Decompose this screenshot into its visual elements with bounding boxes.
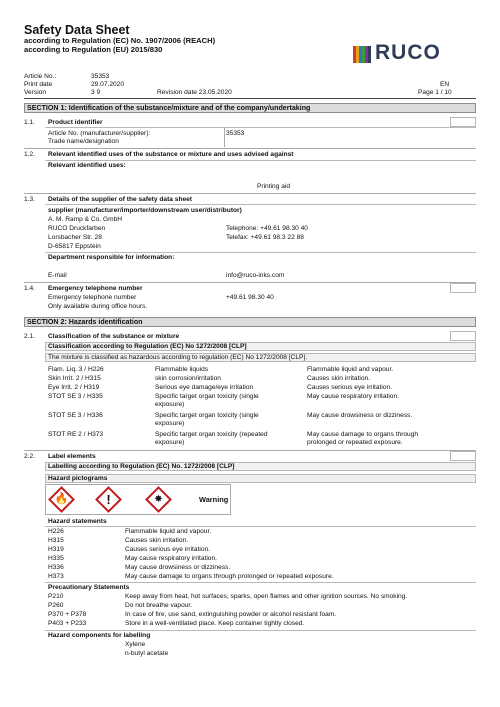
supplier-telephone: Telephone: +49.61 98.30 40 bbox=[226, 225, 308, 232]
company-department: RUCO Druckfarben bbox=[48, 225, 106, 232]
product-identifier-heading: Product identifier bbox=[48, 119, 103, 126]
company-name: A. M. Ramp & Co. GmbH bbox=[48, 216, 123, 223]
company-city: D-65817 Eppstein bbox=[48, 243, 101, 250]
precautionary-statements-heading: Precautionary Statements bbox=[48, 584, 130, 591]
divider bbox=[24, 193, 476, 194]
department-responsible-heading: Department responsible for information: bbox=[48, 254, 175, 261]
flame-icon: 🔥 bbox=[54, 493, 69, 505]
flame-pictogram bbox=[48, 486, 75, 513]
regulation-subtitle-eu: according to Regulation (EU) 2015/830 bbox=[24, 45, 163, 54]
exclamation-icon: ! bbox=[106, 492, 111, 507]
office-hours-note: Only available during office hours. bbox=[48, 303, 148, 310]
classification-class: Specific target organ toxicity (repeated bbox=[155, 431, 268, 438]
section-1-heading: SECTION 1: Identification of the substance/mixture and of the company/undertaking bbox=[24, 103, 476, 113]
health-hazard-pictogram bbox=[145, 486, 172, 513]
divider bbox=[24, 282, 476, 283]
article-label: Article No.: bbox=[24, 73, 57, 80]
classification-statement: May cause respiratory irritation. bbox=[307, 393, 399, 400]
classification-statement-continued: prolonged or repeated exposure. bbox=[307, 439, 403, 446]
classification-code: STOT RE 2 / H373 bbox=[48, 431, 104, 438]
classification-class-continued: exposure) bbox=[155, 439, 185, 446]
clp-classification-note: The mixture is classified as hazardous according to regulation (EC) No 1272/2008 [CLP]. bbox=[45, 353, 476, 362]
supplier-subheading: supplier (manufacturer/importer/downstream user/distributor) bbox=[48, 207, 242, 214]
classification-class: Flammable liquids bbox=[155, 366, 209, 373]
version-value: 3 9 bbox=[91, 89, 101, 96]
classification-statement: May cause drowsiness or dizziness. bbox=[307, 412, 413, 419]
hazard-code: H319 bbox=[48, 546, 64, 553]
hazard-code: H373 bbox=[48, 573, 64, 580]
divider bbox=[45, 526, 476, 527]
precaution-code: P260 bbox=[48, 602, 64, 609]
subsection-number-2-2: 2.2. bbox=[24, 453, 35, 460]
hazard-code: H336 bbox=[48, 564, 64, 571]
subsection-number-1-3: 1.3. bbox=[24, 196, 35, 203]
classification-statement: Causes serious eye irritation. bbox=[307, 384, 393, 391]
classification-class: Specific target organ toxicity (single bbox=[155, 393, 259, 400]
hazard-code: H315 bbox=[48, 537, 64, 544]
classification-class-continued: exposure) bbox=[155, 401, 185, 408]
precaution-text: In case of fire, use sand, extinguishing powder or alcohol resistant foam. bbox=[125, 611, 337, 618]
email-label: E-mail bbox=[48, 272, 67, 279]
precaution-code: P370 + P378 bbox=[48, 611, 87, 618]
document-title: Safety Data Sheet bbox=[24, 23, 130, 37]
divider bbox=[24, 148, 476, 149]
classification-class: Specific target organ toxicity (single bbox=[155, 412, 259, 419]
classification-class: Serious eye damage/eye irritation bbox=[155, 384, 254, 391]
subsection-number-1-2: 1.2. bbox=[24, 151, 35, 158]
article-value: 35353 bbox=[91, 73, 110, 80]
divider bbox=[45, 630, 476, 631]
hazard-code: H335 bbox=[48, 555, 64, 562]
divider bbox=[45, 127, 476, 128]
divider bbox=[45, 160, 476, 161]
exclamation-pictogram bbox=[95, 486, 122, 513]
section-2-heading: SECTION 2: Hazards identification bbox=[24, 317, 476, 327]
identified-uses-subheading: Relevant identified uses: bbox=[48, 162, 126, 169]
clp-classification-subheading: Classification according to Regulation (EC) No 1272/2008 [CLP] bbox=[45, 342, 476, 351]
subsection-number-1-1: 1.1. bbox=[24, 119, 35, 126]
subsection-number-2-1: 2.1. bbox=[24, 333, 35, 340]
classification-class: skin corrosion/irritation bbox=[155, 375, 221, 382]
hazard-text: May cause damage to organs through prolonged or repeated exposure. bbox=[125, 573, 334, 580]
precaution-code: P210 bbox=[48, 593, 64, 600]
hazard-code: H226 bbox=[48, 528, 64, 535]
classification-code: Flam. Liq. 3 / H226 bbox=[48, 366, 104, 373]
print-date-value: 29.07.2020 bbox=[91, 81, 125, 88]
emergency-number-label: Emergency telephone number bbox=[48, 294, 137, 301]
column-divider bbox=[224, 128, 225, 147]
hazard-component: Xylene bbox=[125, 641, 146, 648]
emergency-number-value: +49.61 98.30 40 bbox=[226, 294, 274, 301]
divider bbox=[45, 204, 476, 205]
hazard-text: May cause respiratory irritation. bbox=[125, 555, 217, 562]
empty-cell bbox=[450, 331, 476, 341]
subsection-number-1-4: 1.4. bbox=[24, 285, 35, 292]
hazard-pictograms-heading: Hazard pictograms bbox=[45, 474, 476, 483]
ruco-logo bbox=[353, 43, 478, 65]
empty-cell bbox=[450, 451, 476, 461]
logo-bar bbox=[368, 46, 371, 63]
empty-cell bbox=[450, 283, 476, 293]
logo-color-bars bbox=[353, 46, 373, 63]
precaution-text: Do not breathe vapour. bbox=[125, 602, 193, 609]
classification-statement: May cause damage to organs through bbox=[307, 431, 419, 438]
precaution-code: P403 + P233 bbox=[48, 620, 87, 627]
supplier-telefax: Telefax: +49.61 98.3 22 88 bbox=[226, 234, 304, 241]
print-date-label: Print date bbox=[24, 81, 53, 88]
identified-uses-heading: Relevant identified uses of the substance or mixture and uses advised against bbox=[48, 151, 294, 158]
email-address[interactable]: info@ruco-inks.com bbox=[226, 272, 285, 279]
hazard-statements-heading: Hazard statements bbox=[48, 518, 107, 525]
divider bbox=[24, 450, 476, 451]
classification-code: Eye Irrit. 2 / H319 bbox=[48, 384, 100, 391]
manufacturer-article-value: 35353 bbox=[226, 130, 245, 137]
hazard-text: Causes serious eye irritation. bbox=[125, 546, 211, 553]
hazard-text: Flammable liquid and vapour. bbox=[125, 528, 212, 535]
identified-use-value: Printing aid bbox=[257, 183, 290, 190]
page-indicator: Page 1 / 10 bbox=[418, 89, 452, 96]
divider bbox=[45, 582, 476, 583]
language-code: EN bbox=[440, 81, 450, 88]
manufacturer-article-label: Article No. (manufacturer/supplier): bbox=[48, 130, 151, 137]
hazard-text: May cause drowsiness or dizziness. bbox=[125, 564, 231, 571]
header-rule bbox=[24, 98, 476, 99]
precaution-text: Keep away from heat, hot surfaces, sparks, open flames and other ignition sources. No smoking. bbox=[125, 593, 408, 600]
trade-name-label: Trade name/designation bbox=[48, 138, 119, 145]
label-elements-heading: Label elements bbox=[48, 453, 96, 460]
health-hazard-icon: ✸ bbox=[154, 494, 163, 505]
classification-code: STOT SE 3 / H335 bbox=[48, 393, 103, 400]
clp-labelling-subheading: Labelling according to Regulation (EC) No. 1272/2008 [CLP] bbox=[45, 462, 476, 471]
company-street: Lorsbacher Str. 28 bbox=[48, 234, 102, 241]
logo-wordmark: RUCO bbox=[375, 41, 441, 64]
classification-heading: Classification of the substance or mixture bbox=[48, 333, 180, 340]
emergency-number-heading: Emergency telephone number bbox=[48, 285, 143, 292]
divider bbox=[45, 252, 476, 253]
classification-code: Skin Irrit. 2 / H315 bbox=[48, 375, 101, 382]
hazard-components-heading: Hazard components for labelling bbox=[48, 632, 151, 639]
regulation-subtitle-reach: according to Regulation (EC) No. 1907/2006 (REACH) bbox=[24, 36, 216, 45]
classification-statement: Causes skin irritation. bbox=[307, 375, 371, 382]
empty-cell bbox=[450, 117, 476, 127]
hazard-text: Causes skin irritation. bbox=[125, 537, 189, 544]
signal-word: Warning bbox=[199, 495, 229, 504]
version-label: Version bbox=[24, 89, 46, 96]
hazard-component: n-butyl acetate bbox=[125, 650, 169, 657]
classification-class-continued: exposure) bbox=[155, 420, 185, 427]
classification-code: STOT SE 3 / H336 bbox=[48, 412, 103, 419]
supplier-details-heading: Details of the supplier of the safety data sheet bbox=[48, 196, 192, 203]
classification-statement: Flammable liquid and vapour. bbox=[307, 366, 394, 373]
revision-date: Revision date 23.05.2020 bbox=[157, 89, 232, 96]
precaution-text: Store in a well-ventilated place. Keep container tightly closed. bbox=[125, 620, 305, 627]
